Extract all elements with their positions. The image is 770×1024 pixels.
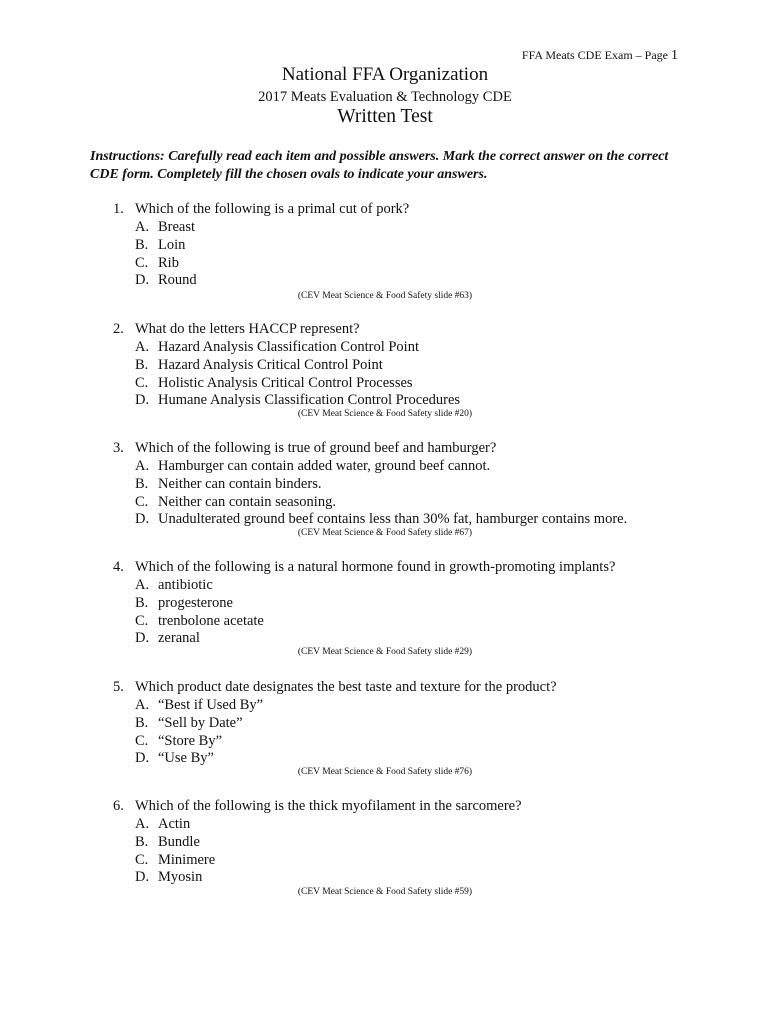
option-text: Humane Analysis Classification Control Procedures xyxy=(158,392,461,409)
answer-option xyxy=(135,375,460,393)
page-header xyxy=(522,48,678,64)
answer-option xyxy=(135,869,215,887)
question-number: 4. xyxy=(113,559,124,575)
answer-option xyxy=(135,272,197,290)
option-text: Hamburger can contain added water, ground beef cannot. xyxy=(158,458,491,474)
option-letter: A. xyxy=(135,577,150,593)
option-text: Unadulterated ground beef contains less than 30% fat, hamburger contains more. xyxy=(158,511,628,528)
option-text: Rib xyxy=(158,254,179,271)
page-label: FFA Meats CDE Exam – Page xyxy=(521,48,668,62)
slide-reference: (CEV Meat Science & Food Safety slide #20) xyxy=(297,409,473,419)
slide-reference: (CEV Meat Science & Food Safety slide #29) xyxy=(297,647,473,657)
option-text: Myosin xyxy=(158,869,203,886)
option-letter: C. xyxy=(135,374,149,391)
answer-option xyxy=(135,339,460,357)
answer-option xyxy=(135,852,215,870)
option-letter: B. xyxy=(135,833,149,850)
answer-option xyxy=(135,476,627,494)
option-letter: D. xyxy=(135,511,150,528)
question-stem xyxy=(113,678,557,696)
option-list xyxy=(135,577,264,648)
option-letter: D. xyxy=(135,272,150,289)
slide-reference: (CEV Meat Science & Food Safety slide #76) xyxy=(297,767,473,777)
answer-option xyxy=(135,219,197,237)
question-number: 6. xyxy=(113,798,124,814)
answer-option xyxy=(135,392,460,410)
question-text: Which of the following is the thick myofilament in the sarcomere? xyxy=(135,798,522,814)
option-text: Holistic Analysis Critical Control Processes xyxy=(158,374,413,391)
instructions: Instructions: Carefully read each item and possible answers. Mark the correct answer on the correct CDE form. Completely fill the chosen ovals to indicate your answers. xyxy=(90,149,669,182)
option-letter: A. xyxy=(135,816,150,832)
answer-option xyxy=(135,255,197,273)
answer-option xyxy=(135,750,263,768)
option-text: “Use By” xyxy=(158,750,214,767)
option-letter: A. xyxy=(135,219,150,235)
option-list xyxy=(135,697,263,768)
option-text: “Sell by Date” xyxy=(158,714,243,731)
option-letter: A. xyxy=(135,697,150,713)
option-letter: A. xyxy=(135,458,150,474)
question-text: Which of the following is a natural hormone found in growth-promoting implants? xyxy=(135,559,616,575)
document-subtitle: 2017 Meats Evaluation & Technology CDE xyxy=(258,89,512,105)
answer-option xyxy=(135,595,264,613)
option-letter: B. xyxy=(135,714,149,731)
slide-reference: (CEV Meat Science & Food Safety slide #59) xyxy=(297,887,473,897)
page-number: 1 xyxy=(671,48,678,63)
option-text: Hazard Analysis Classification Control Point xyxy=(158,339,419,355)
option-list xyxy=(135,219,197,290)
answer-option xyxy=(135,834,215,852)
option-letter: B. xyxy=(135,594,149,611)
answer-option xyxy=(135,816,215,834)
question-stem xyxy=(113,558,615,576)
option-letter: C. xyxy=(135,493,149,510)
answer-option xyxy=(135,630,264,648)
question-number: 1. xyxy=(113,201,124,217)
option-list xyxy=(135,458,627,529)
test-name: Written Test xyxy=(337,106,433,127)
option-text: Loin xyxy=(158,236,186,253)
answer-option xyxy=(135,697,263,715)
option-list xyxy=(135,339,460,410)
option-text: Breast xyxy=(158,219,196,235)
question-stem xyxy=(113,200,409,218)
option-text: Minimere xyxy=(158,851,216,868)
answer-option xyxy=(135,733,263,751)
option-text: Bundle xyxy=(158,833,200,850)
question-text: Which of the following is a primal cut of pork? xyxy=(135,201,410,217)
option-text: Hazard Analysis Critical Control Point xyxy=(158,356,383,373)
answer-option xyxy=(135,715,263,733)
question-text: Which product date designates the best taste and texture for the product? xyxy=(135,679,557,695)
option-list xyxy=(135,816,215,887)
question-number: 3. xyxy=(113,440,124,456)
option-letter: A. xyxy=(135,339,150,355)
slide-reference: (CEV Meat Science & Food Safety slide #67) xyxy=(297,528,473,538)
option-letter: C. xyxy=(135,254,149,271)
answer-option xyxy=(135,357,460,375)
question-stem xyxy=(113,797,522,815)
option-text: Round xyxy=(158,272,197,289)
document-title: National FFA Organization xyxy=(281,64,489,85)
option-letter: C. xyxy=(135,732,149,749)
option-letter: C. xyxy=(135,612,149,629)
answer-option xyxy=(135,577,264,595)
question-stem xyxy=(113,439,496,457)
option-text: progesterone xyxy=(158,594,233,611)
answer-option xyxy=(135,511,627,529)
option-text: “Store By” xyxy=(158,732,223,749)
slide-reference: (CEV Meat Science & Food Safety slide #63) xyxy=(297,291,473,301)
option-letter: B. xyxy=(135,236,149,253)
option-text: Neither can contain binders. xyxy=(158,475,322,492)
option-letter: D. xyxy=(135,869,150,886)
option-letter: B. xyxy=(135,356,149,373)
option-letter: D. xyxy=(135,392,150,409)
question-text: What do the letters HACCP represent? xyxy=(135,321,360,337)
answer-option xyxy=(135,494,627,512)
option-text: Neither can contain seasoning. xyxy=(158,493,336,510)
option-text: trenbolone acetate xyxy=(158,612,264,629)
answer-option xyxy=(135,237,197,255)
answer-option xyxy=(135,458,627,476)
option-text: “Best if Used By” xyxy=(158,697,264,713)
question-text: Which of the following is true of ground beef and hamburger? xyxy=(135,440,497,456)
option-letter: D. xyxy=(135,750,150,767)
question-stem xyxy=(113,320,360,338)
answer-option xyxy=(135,613,264,631)
option-text: Actin xyxy=(158,816,191,832)
question-number: 5. xyxy=(113,679,124,695)
option-text: zeranal xyxy=(158,630,200,647)
option-letter: C. xyxy=(135,851,149,868)
option-letter: B. xyxy=(135,475,149,492)
question-number: 2. xyxy=(113,321,124,337)
option-text: antibiotic xyxy=(158,577,213,593)
option-letter: D. xyxy=(135,630,150,647)
